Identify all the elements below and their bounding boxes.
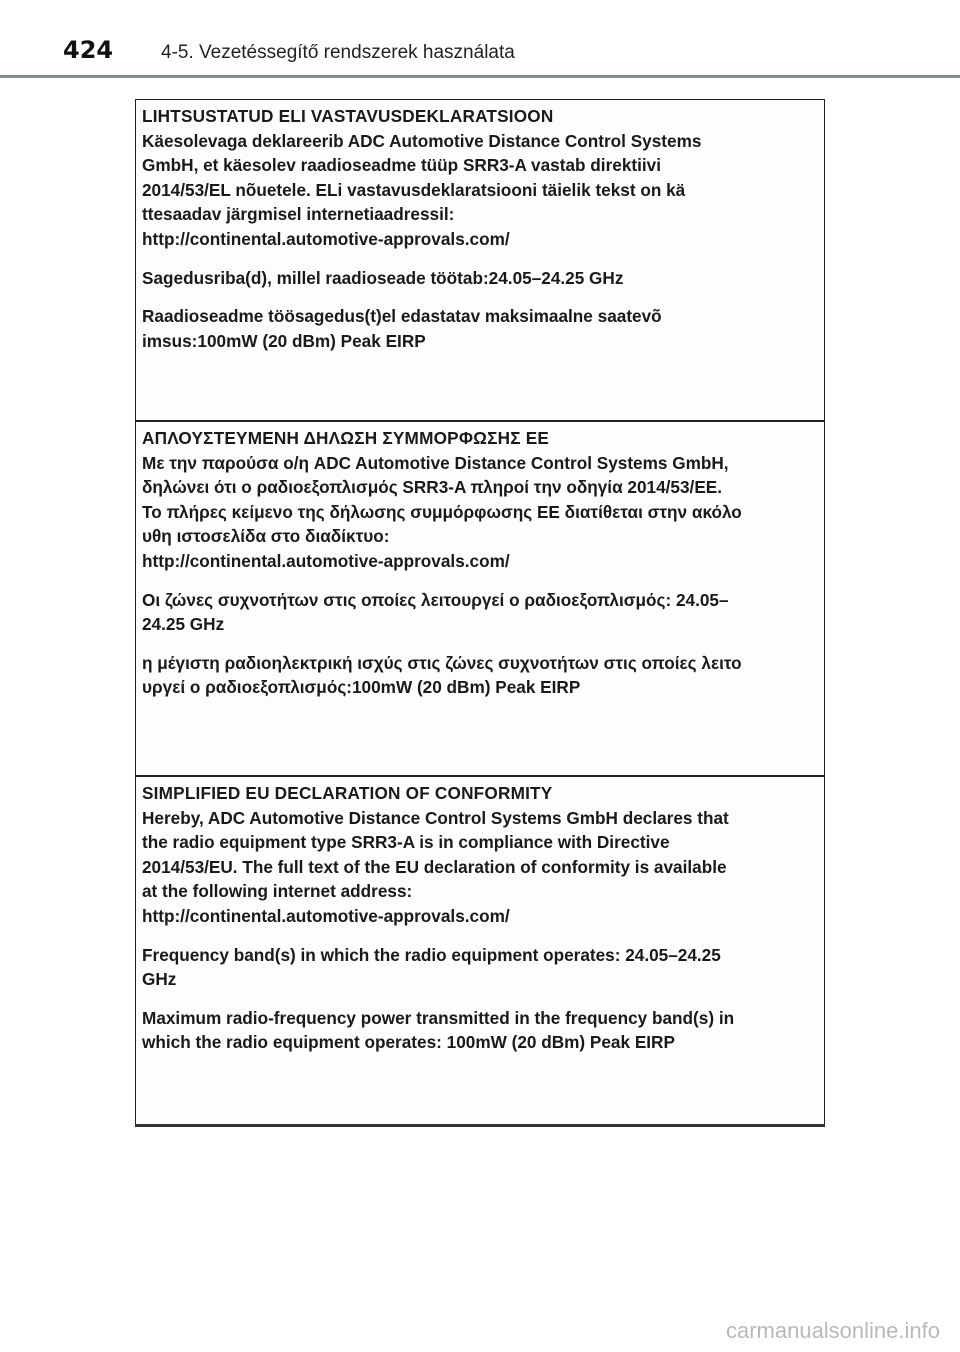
text-line: η μέγιστη ραδιοηλεκτρική ισχύς στις ζώνες συχνοτήτων στις οποίες λειτο <box>142 652 742 673</box>
text-line: http://continental.automotive-approvals.com/ <box>142 228 510 249</box>
paragraph <box>142 1006 820 1055</box>
text-line: the radio equipment type SRR3-A is in compliance with Directive <box>142 832 670 853</box>
page-number: 424 <box>63 36 114 64</box>
header-rule <box>0 75 960 78</box>
text-line: 2014/53/EU. The full text of the EU declaration of conformity is available <box>142 856 727 877</box>
text-line: at the following internet address: <box>142 881 413 902</box>
text-line: Οι ζώνες συχνοτήτων στις οποίες λειτουργεί ο ραδιοεξοπλισμός: 24.05– <box>142 589 729 610</box>
text-line: imsus:100mW (20 dBm) Peak EIRP <box>142 330 426 351</box>
paragraph <box>142 304 820 353</box>
text-line: GmbH, et käesolev raadioseadme tüüp SRR3-A vastab direktiivi <box>142 155 661 176</box>
watermark: carmanualsonline.info <box>725 1318 940 1343</box>
text-line: which the radio equipment operates: 100mW (20 dBm) Peak EIRP <box>142 1032 675 1053</box>
text-line: GHz <box>142 969 177 990</box>
declaration-greek <box>136 422 824 775</box>
paragraph <box>142 588 820 637</box>
declaration-scan <box>135 99 825 1127</box>
text-line: Käesolevaga deklareerib ADC Automotive Distance Control Systems <box>142 130 702 151</box>
text-line: Maximum radio-frequency power transmitted in the frequency band(s) in <box>142 1007 735 1028</box>
text-line: Sagedusriba(d), millel raadioseade töötab:24.05–24.25 GHz <box>142 267 624 288</box>
section-heading: SIMPLIFIED EU DECLARATION OF CONFORMITY <box>142 783 553 803</box>
text-line: 2014/53/EL nõuetele. ELi vastavusdeklaratsiooni täielik tekst on kä <box>142 179 686 200</box>
frame-bottom-rule <box>135 1124 825 1127</box>
text-line: 24.25 GHz <box>142 614 225 635</box>
paragraph <box>142 129 820 252</box>
text-line: http://continental.automotive-approvals.com/ <box>142 905 510 926</box>
section-heading: LIHTSUSTATUD ELI VASTAVUSDEKLARATSIOON <box>142 106 554 126</box>
text-line: Hereby, ADC Automotive Distance Control Systems GmbH declares that <box>142 807 729 828</box>
text-line: υθη ιστοσελίδα στο διαδίκτυο: <box>142 526 390 547</box>
section-heading: ΑΠΛΟΥΣΤΕΥΜΕΝΗ ΔΗΛΩΣΗ ΣΥΜΜΟΡΦΩΣΗΣ ΕΕ <box>142 428 550 448</box>
declaration-english <box>136 777 824 1127</box>
paragraph <box>142 651 820 700</box>
text-line: υργεί ο ραδιοεξοπλισμός:100mW (20 dBm) Peak EIRP <box>142 677 581 698</box>
text-line: ttesaadav järgmisel internetiaadressil: <box>142 204 455 225</box>
text-line: Frequency band(s) in which the radio equipment operates: 24.05–24.25 <box>142 944 721 965</box>
section-title: 4-5. Vezetéssegítő rendszerek használata <box>161 42 515 63</box>
paragraph <box>142 451 820 574</box>
text-line: http://continental.automotive-approvals.com/ <box>142 550 510 571</box>
text-line: Με την παρούσα ο/η ADC Automotive Distance Control Systems GmbH, <box>142 452 729 473</box>
paragraph <box>142 266 820 291</box>
page-header <box>0 0 960 80</box>
paragraph <box>142 943 820 992</box>
text-line: δηλώνει ότι ο ραδιοεξοπλισμός SRR3-A πληροί την οδηγία 2014/53/ΕΕ. <box>142 477 723 498</box>
declaration-estonian <box>136 100 824 420</box>
paragraph <box>142 806 820 929</box>
text-line: Το πλήρες κείμενο της δήλωσης συμμόρφωσης ΕΕ διατίθεται στην ακόλο <box>142 501 742 522</box>
text-line: Raadioseadme töösagedus(t)el edastatav maksimaalne saatevõ <box>142 306 662 327</box>
